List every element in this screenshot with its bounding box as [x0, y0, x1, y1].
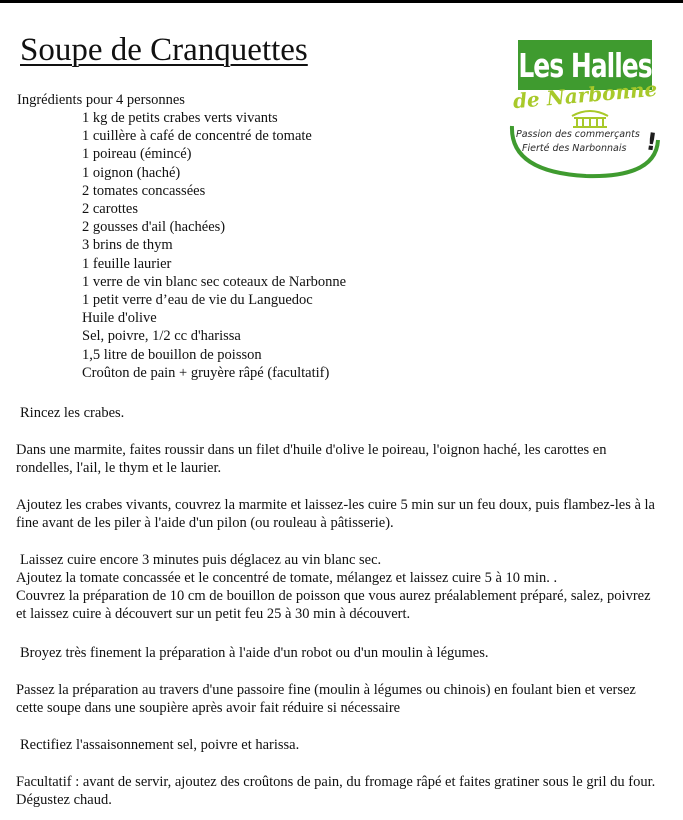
ingredient-item: 1 kg de petits crabes verts vivants	[82, 110, 278, 126]
step-rinse: Rincez les crabes.	[20, 405, 125, 421]
ingredient-list	[82, 109, 346, 382]
step-tomato: Ajoutez la tomate concassée et le concentré de tomate, mélangez et laissez cuire 5 à 10 min. .	[16, 570, 558, 586]
ingredient-item: 1 poireau (émincé)	[82, 146, 192, 163]
ingredient-item: 1 oignon (haché)	[82, 164, 181, 181]
ingredient-item: Croûton de pain + gruyère râpé (facultatif)	[82, 364, 330, 381]
ingredient-item: 2 tomates concassées	[82, 182, 206, 199]
ingredient-item: 2 gousses d'ail (hachées)	[82, 219, 226, 236]
step-optional: Facultatif : avant de servir, ajoutez des croûtons de pain, du fromage râpé et faites gratiner sous le gril du four. Dégustez chaud.	[16, 774, 656, 808]
logo-slogan	[516, 128, 648, 156]
ingredient-item: 1 verre de vin blanc sec coteaux de Narbonne	[82, 273, 347, 290]
step-season: Rectifiez l'assaisonnement sel, poivre et harissa.	[20, 737, 300, 753]
ingredient-item: 1,5 litre de bouillon de poisson	[82, 346, 262, 363]
ingredient-item: 1 cuillère à café de concentré de tomate	[82, 128, 312, 145]
logo-slogan-line-2: Fierté des Narbonnais	[522, 143, 627, 154]
ingredients-heading: Ingrédients pour 4 personnes	[17, 92, 185, 108]
page-title: Soupe de Cranquettes	[20, 32, 308, 68]
logo-subtitle: de Narbonne	[511, 76, 659, 114]
step-saute: Dans une marmite, faites roussir dans un filet d'huile d'olive le poireau, l'oignon haché, les carottes en rondelles, l'ail, le thym et le laurier.	[16, 442, 607, 476]
step-blend: Broyez très finement la préparation à l'aide d'un robot ou d'un moulin à légumes.	[20, 645, 489, 661]
step-strain: Passez la préparation au travers d'une passoire fine (moulin à légumes ou chinois) en foulant bien et versez cette soupe dans une soupière après avoir fait réduire si nécessaire	[16, 682, 636, 716]
les-halles-logo	[506, 40, 664, 180]
step-crabs: Ajoutez les crabes vivants, couvrez la marmite et laissez-les cuire 5 min sur un feu doux, puis flambez-les à la fine avant de les piler à l'aide d'un pilon (ou rouleau à pâtisserie).	[16, 497, 655, 531]
ingredient-item: Huile d'olive	[82, 310, 157, 327]
ingredient-item: 1 feuille laurier	[82, 255, 172, 272]
ingredient-item: 3 brins de thym	[82, 237, 173, 254]
ingredient-item: 1 petit verre d’eau de vie du Languedoc	[82, 292, 313, 309]
ingredient-item: 2 carottes	[82, 201, 138, 218]
logo-slogan-line-1: Passion des commerçants	[516, 129, 640, 140]
step-broth: Couvrez la préparation de 10 cm de bouillon de poisson que vous aurez préalablement préparé, salez, poivrez et laissez cuire à découvert sur un petit feu 25 à 30 min à découvert.	[16, 588, 651, 622]
ingredient-item: Sel, poivre, 1/2 cc d'harissa	[82, 328, 241, 345]
logo-exclamation: !	[644, 127, 659, 157]
logo-title: Les Halles	[518, 47, 652, 85]
top-rule	[0, 0, 683, 3]
step-deglaze: Laissez cuire encore 3 minutes puis déglacez au vin blanc sec.	[20, 552, 382, 568]
